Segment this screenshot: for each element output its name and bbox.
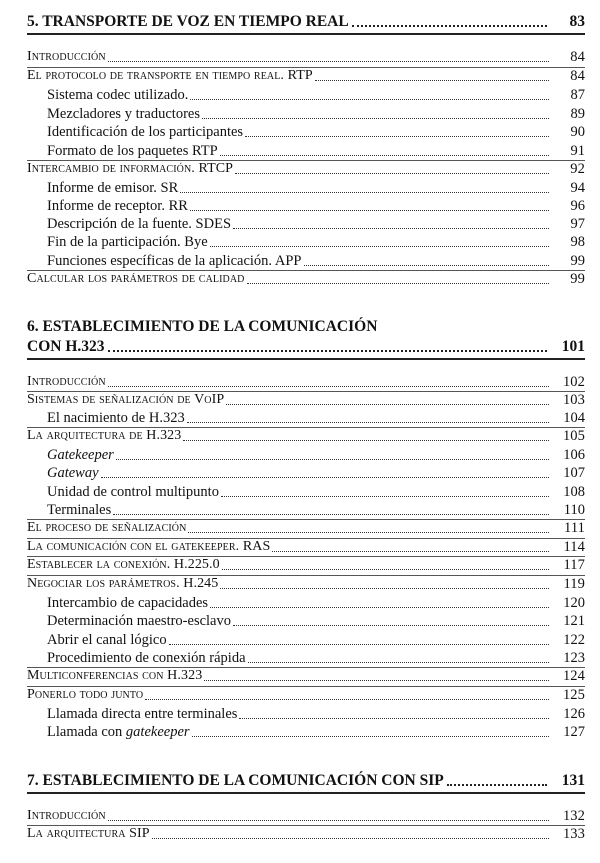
toc-entry[interactable] [47,649,585,667]
dot-leader [210,246,549,247]
entry-label: La arquitectura de H.323 [27,428,182,443]
entry-page: 107 [563,465,585,481]
entry-label: Formato de los paquetes RTP [47,143,218,159]
chapter-6-title-line-1: 6. ESTABLECIMIENTO DE LA COMUNICACIÓN [27,318,378,335]
chapter-6-title-line-2: CON H.323 [27,338,105,355]
toc-entry[interactable] [47,233,585,251]
dot-leader [352,25,547,27]
toc-entry[interactable] [47,86,585,104]
entry-label [47,723,192,741]
dot-leader [204,680,549,681]
entry-label: Terminales [47,502,112,518]
entry-page: 108 [563,484,585,500]
dot-leader [220,588,549,589]
dot-leader [210,607,549,608]
entry-page: 87 [570,87,585,103]
entry-page: 106 [563,447,585,463]
toc-entry[interactable] [47,179,585,197]
toc-entry[interactable] [47,594,585,612]
entry-label: Intercambio de capacidades [47,595,209,611]
entry-label: Abrir el canal lógico [47,632,167,648]
entry-label: Gatekeeper [47,447,114,463]
entry-page: 96 [570,198,585,214]
toc-entry[interactable] [27,825,585,843]
dot-leader [183,440,549,441]
dot-leader [239,718,549,719]
entry-label: El proceso de señalización [27,520,187,535]
dot-leader [272,551,549,552]
entry-label: Mezcladores y traductores [47,106,200,122]
entry-label: Informe de receptor. RR [47,198,188,214]
dot-leader [233,228,549,229]
chapter-5-heading [27,11,585,35]
toc-entry[interactable] [27,48,585,66]
toc-entry[interactable] [27,270,585,288]
dot-leader [248,662,549,663]
chapter-5-rule [27,33,585,35]
entry-label-prefix: Llamada con [47,724,126,740]
dot-leader [101,477,549,478]
chapter-7-rule [27,792,585,794]
entry-label: Descripción de la fuente. SDES [47,216,232,232]
toc-entry[interactable] [47,723,585,741]
dot-leader [188,532,549,533]
dot-leader [108,386,549,387]
entry-page: 111 [564,520,585,536]
entry-page: 92 [570,161,585,177]
entry-page: 110 [563,502,585,518]
dot-leader [202,118,549,119]
toc-entry[interactable] [27,67,585,85]
entry-page: 90 [570,124,585,140]
entry-label: Introducción [27,374,106,389]
entry-page: 105 [562,428,585,444]
toc-entry[interactable] [27,807,585,825]
chapter-6-page: 101 [561,338,585,355]
entry-page: 99 [570,253,585,269]
entry-label: Gateway [47,465,99,481]
toc-entry[interactable] [47,105,585,123]
entry-label: Establecer la conexión. H.225.0 [27,557,220,572]
toc-entry[interactable] [47,446,585,464]
toc-entry[interactable] [27,538,585,556]
chapter-6-rule [27,358,585,360]
chapter-7-title: 7. ESTABLECIMIENTO DE LA COMUNICACIÓN CON SIP [27,772,444,789]
entry-page: 84 [570,49,585,65]
entry-label: Unidad de control multipunto [47,484,219,500]
toc-entry[interactable] [27,427,585,445]
entry-page: 123 [563,650,585,666]
entry-page: 120 [563,595,585,611]
entry-label: Funciones específicas de la aplicación. APP [47,253,302,269]
dot-leader [145,699,549,700]
dot-leader [116,459,549,460]
entry-label: Sistemas de señalización de VoIP [27,392,225,407]
entry-page: 103 [562,392,585,408]
toc-entry[interactable] [47,409,585,427]
entry-label: Introducción [27,808,106,823]
chapter-5-page: 83 [569,13,585,30]
entry-page: 117 [563,557,585,573]
entry-page: 98 [570,234,585,250]
dot-leader [245,136,549,137]
entry-label: El protocolo de transporte en tiempo real. RTP [27,68,313,83]
toc-entry[interactable] [27,373,585,391]
dot-leader [304,265,550,266]
dot-leader [447,784,547,786]
entry-page: 124 [562,668,585,684]
dot-leader [220,155,549,156]
chapter-7-page: 131 [561,772,585,789]
dot-leader [108,820,549,821]
toc-entry[interactable] [47,215,585,233]
entry-page: 89 [570,106,585,122]
dot-leader [226,404,549,405]
toc-entry[interactable] [47,142,585,160]
entry-label: Multiconferencias con H.323 [27,668,203,683]
entry-label: Sistema codec utilizado. [47,87,189,103]
dot-leader [190,99,549,100]
toc-entry[interactable] [47,501,585,519]
entry-page: 119 [563,576,585,592]
dot-leader [108,350,548,352]
dot-leader [113,514,549,515]
toc-entry[interactable] [27,667,585,685]
toc-entry[interactable] [47,631,585,649]
dot-leader [180,192,549,193]
entry-page: 97 [570,216,585,232]
dot-leader [235,173,549,174]
entry-page: 122 [563,632,585,648]
toc-entry[interactable] [27,686,585,704]
toc-entry[interactable] [47,483,585,501]
entry-label: Calcular los parámetros de calidad [27,271,245,286]
entry-label: Identificación de los participantes [47,124,244,140]
dot-leader [247,283,550,284]
dot-leader [315,80,549,81]
entry-page: 125 [562,687,585,703]
entry-label: Determinación maestro-esclavo [47,613,231,629]
chapter-5-title: 5. TRANSPORTE DE VOZ EN TIEMPO REAL [27,13,349,30]
entry-page: 102 [562,374,585,390]
toc-entry[interactable] [27,160,585,178]
entry-page: 126 [563,706,585,722]
dot-leader [192,736,549,737]
entry-label: Intercambio de información. RTCP [27,161,234,176]
dot-leader [233,625,549,626]
toc-entry[interactable] [47,464,585,482]
entry-label: La comunicación con el gatekeeper. RAS [27,539,271,554]
entry-page: 91 [570,143,585,159]
entry-label: Llamada directa entre terminales [47,706,238,722]
entry-label: Fin de la participación. Bye [47,234,208,250]
toc-entry[interactable] [47,197,585,215]
toc-entry[interactable] [47,252,585,270]
entry-page: 132 [562,808,585,824]
entry-page: 99 [570,271,585,287]
entry-page: 104 [563,410,585,426]
toc-entry[interactable] [27,575,585,593]
entry-label: Introducción [27,49,106,64]
entry-label: Informe de emisor. SR [47,180,179,196]
chapter-7-heading [27,770,585,794]
entry-page: 84 [570,68,585,84]
dot-leader [187,422,549,423]
dot-leader [190,210,549,211]
entry-page: 114 [563,539,585,555]
entry-label: Procedimiento de conexión rápida [47,650,246,666]
entry-page: 121 [563,613,585,629]
dot-leader [221,496,549,497]
toc-entry[interactable] [27,519,585,537]
toc-entry[interactable] [47,705,585,723]
dot-leader [222,569,549,570]
entry-page: 94 [570,180,585,196]
entry-page: 127 [563,724,585,740]
dot-leader [169,644,549,645]
entry-label-italic: gatekeeper [125,724,190,740]
entry-page: 133 [562,826,585,842]
entry-label: La arquitectura SIP [27,826,150,841]
toc-entry[interactable] [27,556,585,574]
toc-entry[interactable] [47,123,585,141]
chapter-6-heading [27,318,585,360]
entry-label: Ponerlo todo junto [27,687,144,702]
entry-label: El nacimiento de H.323 [47,410,185,426]
toc-entry[interactable] [27,391,585,409]
dot-leader [152,838,549,839]
entry-label: Negociar los parámetros. H.245 [27,576,219,591]
toc-entry[interactable] [47,612,585,630]
dot-leader [108,61,549,62]
